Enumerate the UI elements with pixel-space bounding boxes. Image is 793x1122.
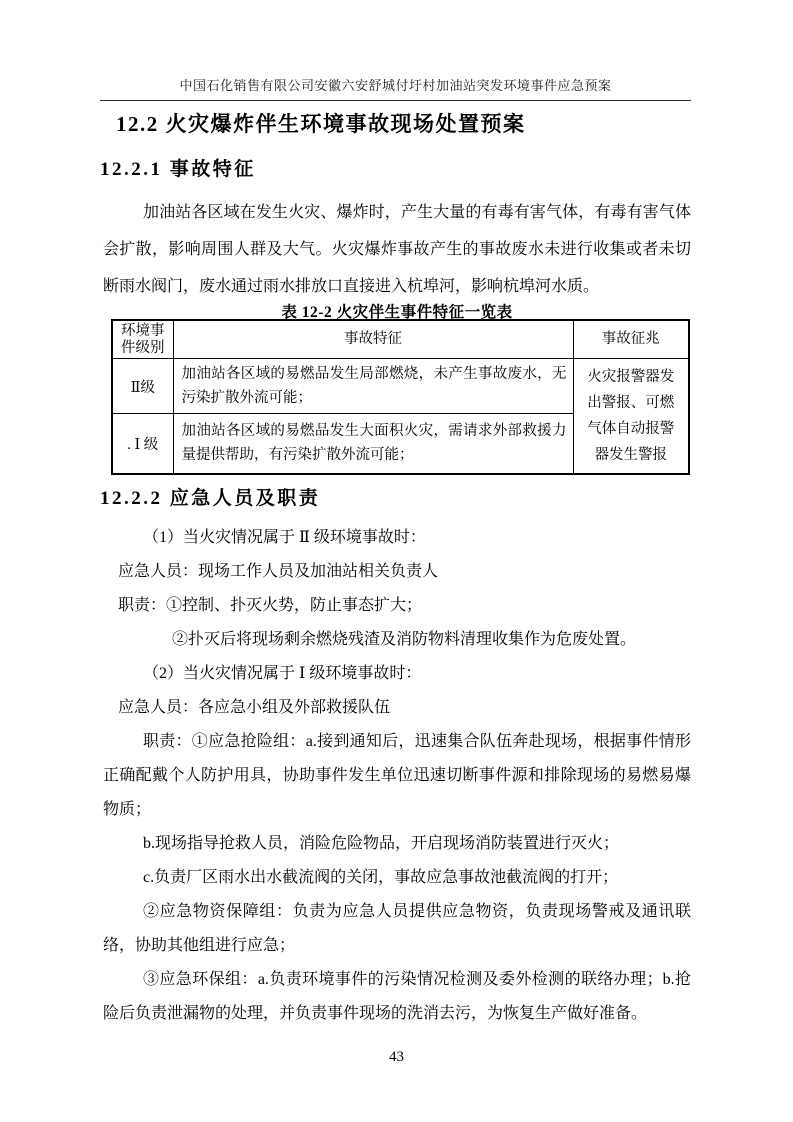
page-title: 12.2 火灾爆炸伴生环境事故现场处置预案 [116, 112, 526, 136]
paragraph-line-duty1-item2: ②扑灭后将现场剩余燃烧残渣及消防物料清理收集作为危废处置。 [172, 631, 637, 648]
paragraph-line-staff2: 应急人员：各应急小组及外部救援队伍 [118, 699, 391, 716]
paragraph-line-item-b: b.现场指导抢救人员，消险危险物品，开启现场消防装置进行灭火； [143, 835, 620, 852]
feature-cell-grade1: 加油站各区域的易燃品发生大面积火灾，需请求外部救援力量提供帮助，有污染扩散外流可能； [173, 414, 573, 474]
column-header-feature: 事故特征 [173, 320, 573, 359]
table-caption: 表 12-2 火灾伴生事件特征一览表 [281, 304, 513, 321]
paragraph-supply-group: ②应急物资保障组：负责为应急人员提供应急物资，负责现场警戒及通讯联络，协助其他组进行应急； [103, 903, 691, 954]
paragraph-line-item-c: c.负责厂区雨水出水截流阀的关闭，事故应急事故池截流阀的打开； [143, 869, 619, 886]
feature-cell-grade2: 加油站各区域的易燃品发生局部燃烧，未产生事故废水，无污染扩散外流可能； [173, 359, 573, 414]
fire-event-feature-table [111, 319, 690, 475]
table-row [112, 359, 689, 414]
section-heading-emergency-staff: 12.2.2 应急人员及职责 [100, 488, 321, 509]
paragraph-line-case2: （2）当火灾情况属于 Ⅰ 级环境事故时： [143, 665, 422, 682]
accident-features-paragraph: 加油站各区域在发生火灾、爆炸时，产生大量的有毒有害气体，有毒有害气体会扩散，影响周围人群及大气。火灾爆炸事故产生的事故废水未进行收集或者未切断雨水阀门，废水通过雨水排放口直接进入杭埠河，影响杭埠河水质。 [103, 204, 691, 295]
paragraph-line-duty1: 职责：①控制、扑灭火势，防止事态扩大； [118, 597, 423, 614]
level-cell-grade2: Ⅱ级 [112, 359, 173, 414]
level-cell-grade1: . Ⅰ 级 [112, 414, 173, 474]
page-number: 43 [389, 1049, 404, 1065]
column-header-level: 环境事件级别 [112, 320, 173, 359]
paragraph-rescue-group: 职责：①应急抢险组：a.接到通知后，迅速集合队伍奔赴现场，根据事件情形正确配戴个人防护用具，协助事件发生单位迅速切断事件源和排除现场的易燃易爆物质； [103, 733, 691, 818]
running-header: 中国石化销售有限公司安徽六安舒城付圩村加油站突发环境事件应急预案 [100, 75, 691, 101]
paragraph-environment-group: ③应急环保组：a.负责环境事件的污染情况检测及委外检测的联络办理；b.抢险后负责泄漏物的处理，并负责事件现场的洗消去污，为恢复生产做好准备。 [103, 971, 691, 1022]
column-header-sign: 事故征兆 [573, 320, 689, 359]
sign-cell-merged: 火灾报警器发出警报、可燃气体自动报警器发生警报 [573, 359, 689, 474]
section-heading-accident-features: 12.2.1 事故特征 [100, 159, 256, 180]
paragraph-line-staff1: 应急人员：现场工作人员及加油站相关负责人 [118, 563, 439, 580]
paragraph-line-case1: （1）当火灾情况属于 Ⅱ 级环境事故时： [143, 529, 426, 546]
emergency-staff-content [103, 521, 691, 1031]
table-header-row [112, 320, 689, 359]
